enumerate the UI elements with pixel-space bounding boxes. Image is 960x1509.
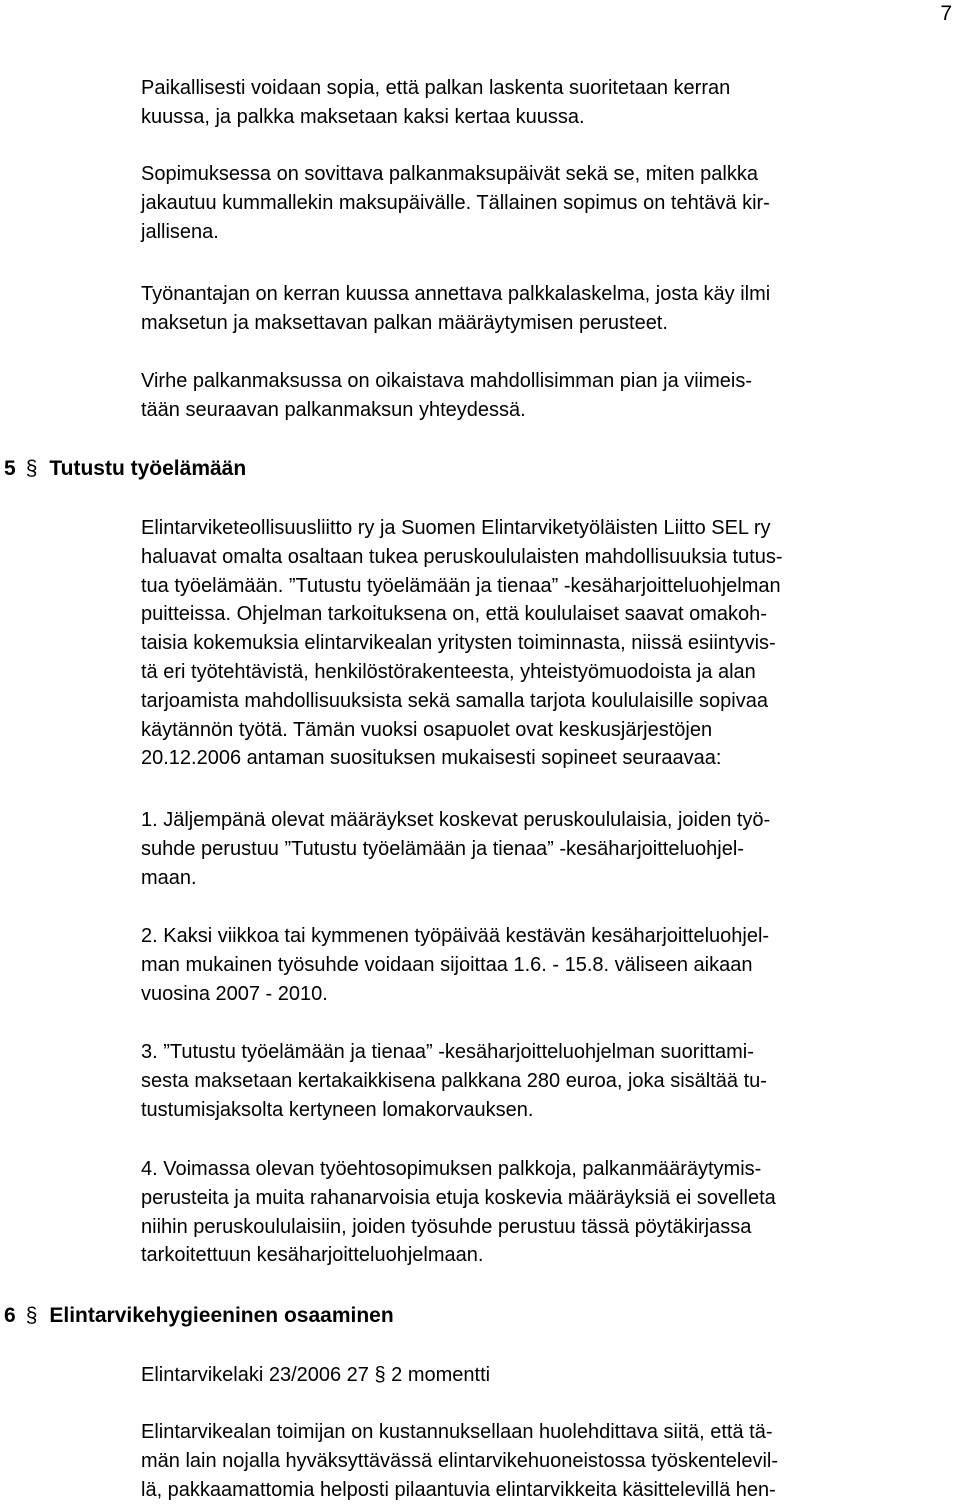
text-line: lä, pakkaamattomia helposti pilaantuvia elintarvikkeita käsittelevillä hen- xyxy=(141,1478,776,1501)
text-line: jakautuu kummallekin maksupäivälle. Tällainen sopimus on tehtävä kir- xyxy=(141,191,770,214)
page-number: 7 xyxy=(940,2,952,25)
text-line: tustumisjaksolta kertyneen lomakorvauksen. xyxy=(141,1098,534,1121)
text-line: Paikallisesti voidaan sopia, että palkan laskenta suoritetaan kerran xyxy=(141,77,731,99)
text-line: Elintarvikealan toimijan on kustannuksellaan huolehdittava siitä, että tä- xyxy=(141,1421,773,1443)
section-heading-6 xyxy=(4,1303,394,1329)
text-line: tarkoitettuun kesäharjoitteluohjelmaan. xyxy=(141,1244,484,1267)
list-item-3 xyxy=(141,1038,953,1124)
text-line: man mukainen työsuhde voidaan sijoittaa 1.6. - 15.8. väliseen aikaan xyxy=(141,953,753,976)
text-line: perusteita ja muita rahanarvoisia etuja koskevia määräyksiä ei sovelleta xyxy=(141,1186,776,1209)
text-line: suhde perustuu ”Tutustu työelämään ja tienaa” -kesäharjoitteluohjel- xyxy=(141,837,744,860)
text-line: jallisena. xyxy=(141,220,219,243)
section-number: 5 xyxy=(4,457,16,480)
paragraph-program-intro xyxy=(141,514,953,773)
text-line: Elintarviketeollisuusliitto ry ja Suomen Elintarviketyöläisten Liitto SEL ry xyxy=(141,517,771,539)
text-line: 1. Jäljempänä olevat määräykset koskevat peruskoululaisia, joiden työ- xyxy=(141,809,771,831)
text-line: Virhe palkanmaksussa on oikaistava mahdollisimman pian ja viimeis- xyxy=(141,370,753,392)
section-number: 6 xyxy=(4,1304,16,1327)
list-item-4 xyxy=(141,1155,953,1270)
text-line: vuosina 2007 - 2010. xyxy=(141,982,328,1005)
text-line: 20.12.2006 antaman suosituksen mukaisesti sopineet seuraavaa: xyxy=(141,747,722,770)
text-line: maan. xyxy=(141,866,197,889)
paragraph-hygiene-obligation xyxy=(141,1418,953,1504)
section-title: Elintarvikehygieeninen osaaminen xyxy=(49,1304,394,1327)
text-line: kuussa, ja palkka maksetaan kaksi kertaa kuussa. xyxy=(141,105,585,128)
section-sign: § xyxy=(25,457,38,480)
text-line: tään seuraavan palkanmaksun yhteydessä. xyxy=(141,398,526,421)
paragraph-law-reference xyxy=(141,1361,953,1390)
list-item-1 xyxy=(141,806,953,892)
text-line: puitteissa. Ohjelman tarkoituksena on, että koululaiset saavat omakoh- xyxy=(141,603,767,626)
text-line: tarjoamista mahdollisuuksista sekä samalla tarjota koululaisille sopivaa xyxy=(141,689,768,712)
text-line: Elintarvikelaki 23/2006 27 § 2 momentti xyxy=(141,1364,491,1386)
text-line: haluavat omalta osaltaan tukea peruskoululaisten mahdollisuuksia tutus- xyxy=(141,545,783,568)
list-item-2 xyxy=(141,922,953,1008)
paragraph-local-agreement xyxy=(141,74,953,132)
text-line: tä eri työtehtävistä, henkilöstörakenteesta, yhteistyömuodoista ja alan xyxy=(141,660,756,683)
section-title: Tutustu työelämään xyxy=(49,457,247,480)
text-line: Työnantajan on kerran kuussa annettava palkkalaskelma, josta käy ilmi xyxy=(141,283,771,305)
text-line: män lain nojalla hyväksyttävässä elintarvikehuoneistossa työskentelevil- xyxy=(141,1449,778,1472)
section-heading-5 xyxy=(4,456,246,482)
paragraph-pay-days xyxy=(141,160,953,246)
text-line: käytännön työtä. Tämän vuoksi osapuolet ovat keskusjärjestöjen xyxy=(141,718,713,741)
section-sign: § xyxy=(25,1304,38,1327)
text-line: 2. Kaksi viikkoa tai kymmenen työpäivää kestävän kesäharjoitteluohjel- xyxy=(141,925,770,947)
text-line: sesta maksetaan kertakaikkisena palkkana 280 euroa, joka sisältää tu- xyxy=(141,1069,767,1092)
paragraph-pay-error xyxy=(141,367,953,425)
text-line: tua työelämään. ”Tutustu työelämään ja tienaa” -kesäharjoitteluohjelman xyxy=(141,574,781,597)
text-line: 3. ”Tutustu työelämään ja tienaa” -kesäharjoitteluohjelman suorittami- xyxy=(141,1041,754,1063)
text-line: 4. Voimassa olevan työehtosopimuksen palkkoja, palkanmääräytymis- xyxy=(141,1158,762,1180)
paragraph-pay-slip xyxy=(141,280,953,338)
text-line: Sopimuksessa on sovittava palkanmaksupäivät sekä se, miten palkka xyxy=(141,163,758,185)
text-line: maksetun ja maksettavan palkan määräytymisen perusteet. xyxy=(141,311,668,334)
text-line: niihin peruskoululaisiin, joiden työsuhde perustuu tässä pöytäkirjassa xyxy=(141,1215,752,1238)
text-line: taisia kokemuksia elintarvikealan yritysten toiminnasta, niissä esiintyvis- xyxy=(141,632,776,655)
